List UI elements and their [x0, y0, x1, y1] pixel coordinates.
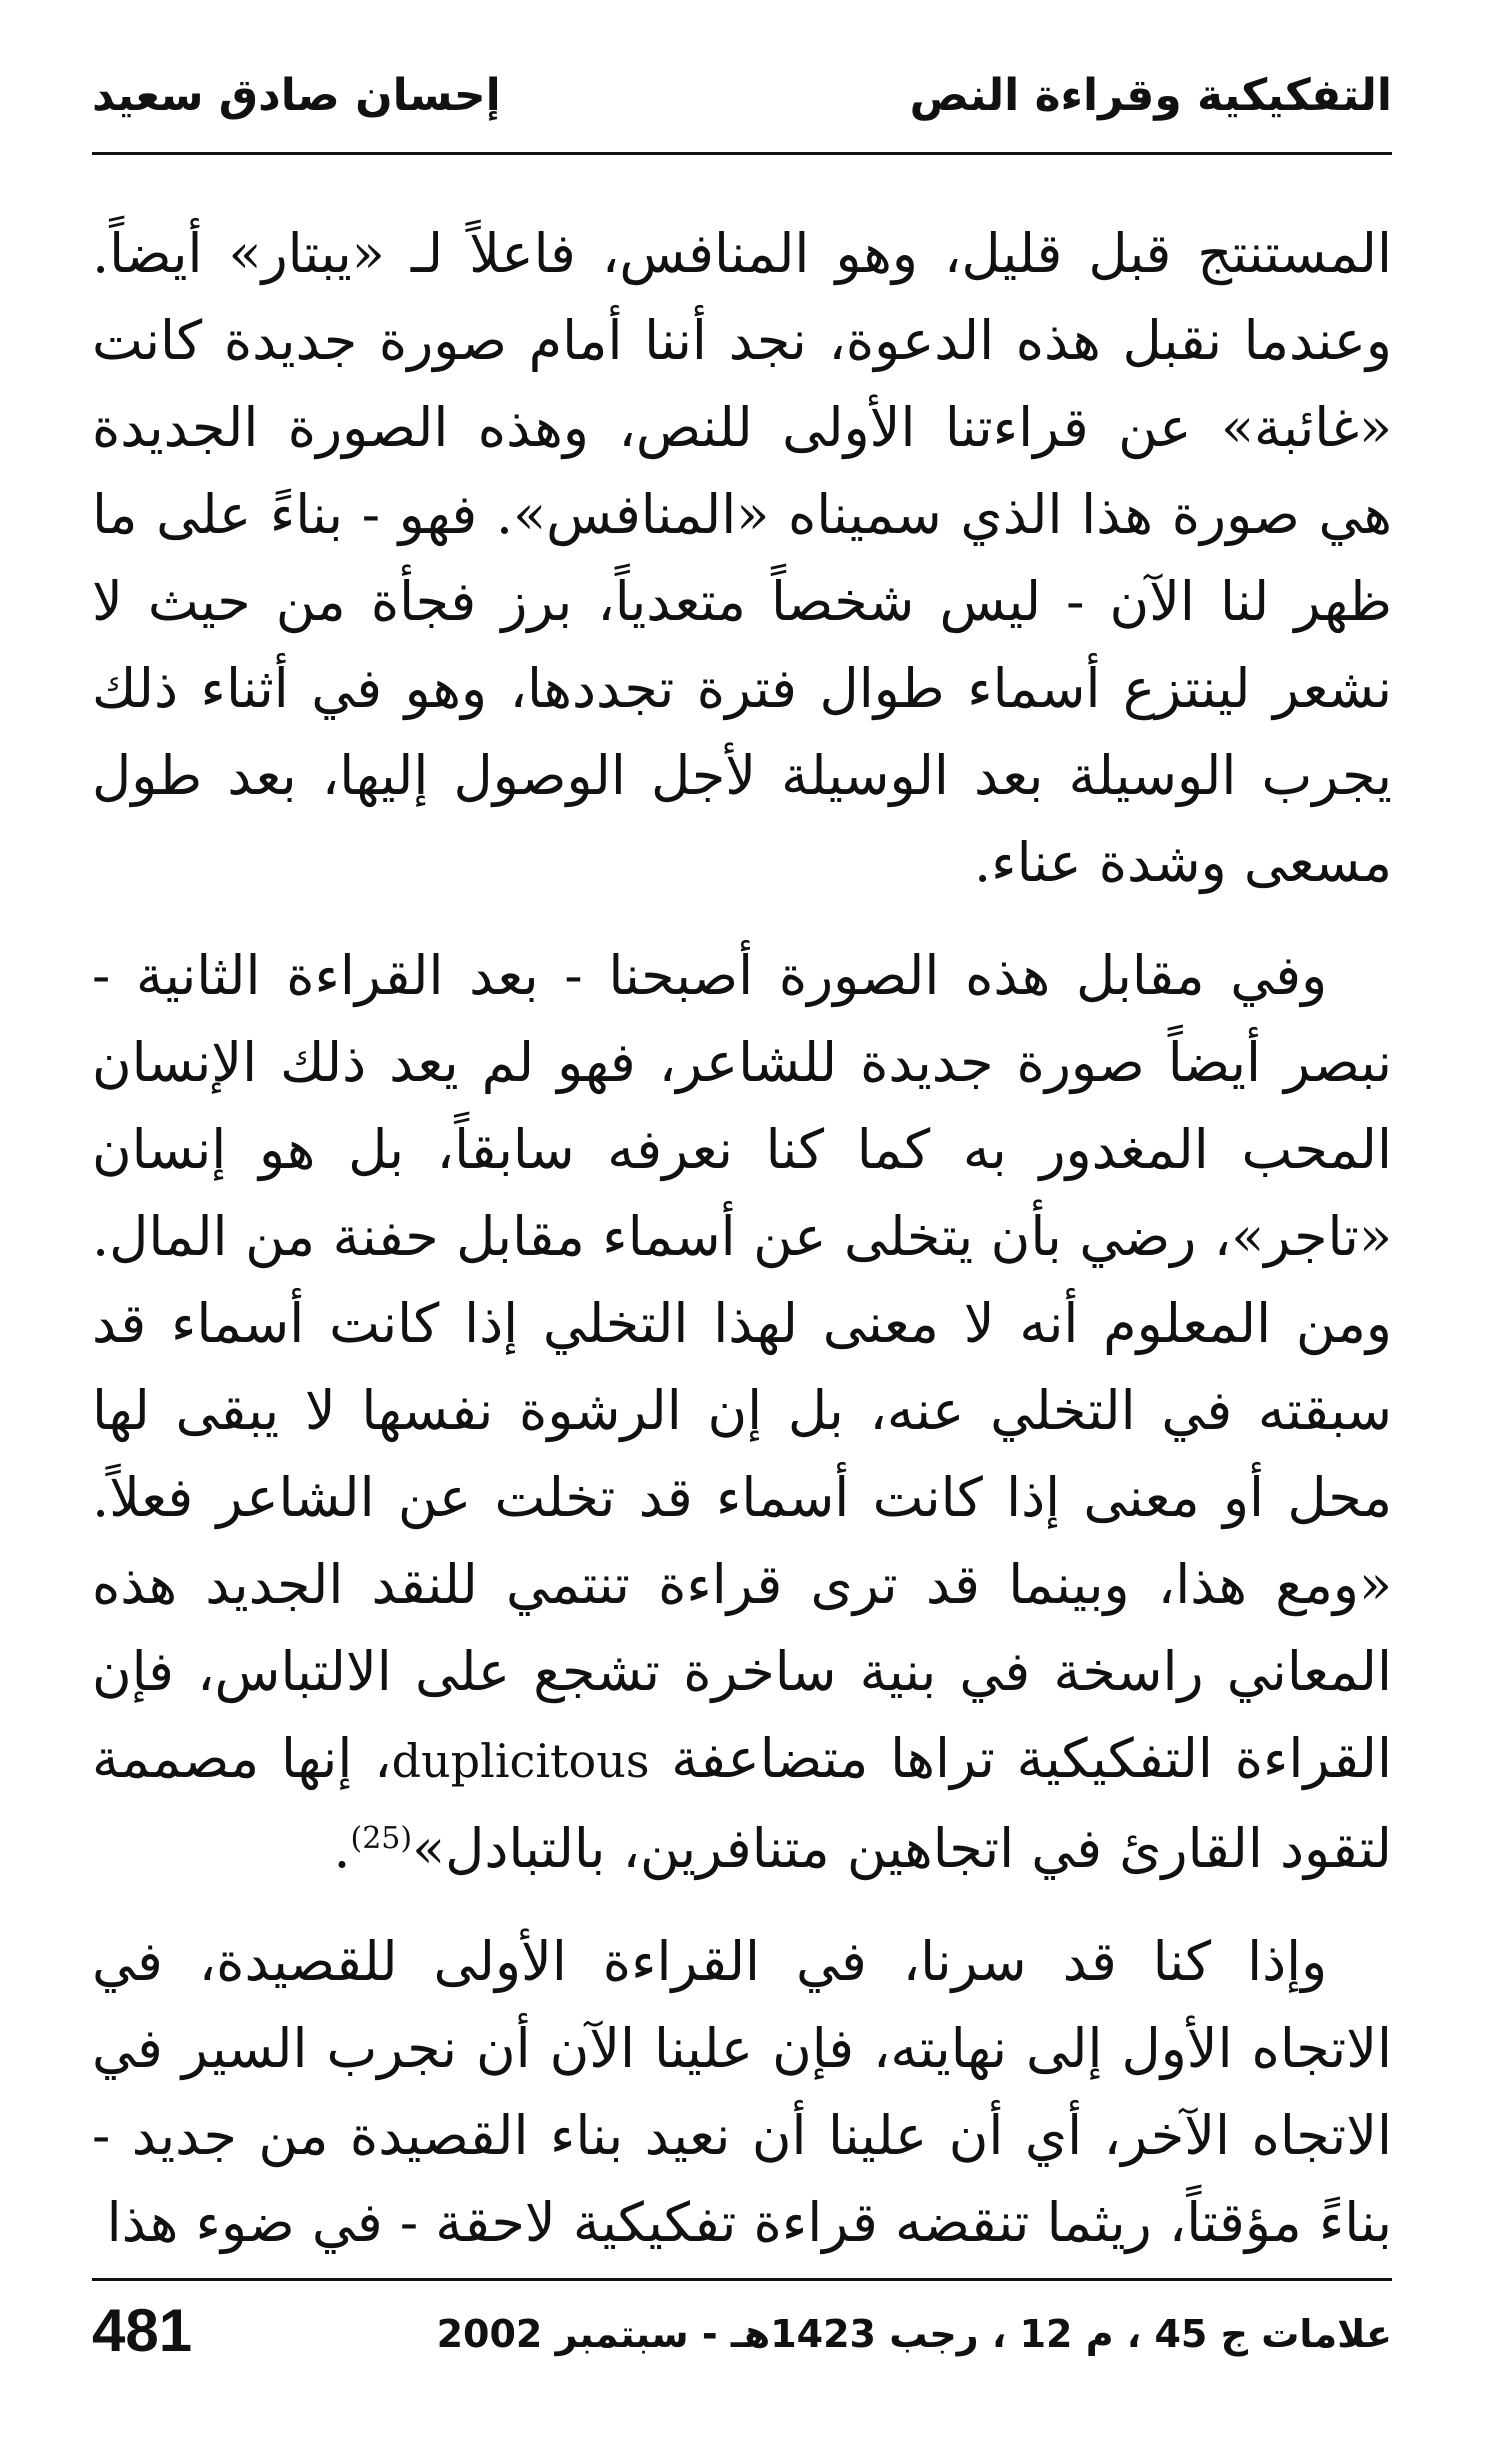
paragraph-3: وإذا كنا قد سرنا، في القراءة الأولى للقصيدة، في الاتجاه الأول إلى نهايته، فإن علينا الآن أن نجرب السير في الاتجاه الآخر، أي أن علينا أن نعيد بناء القصيدة من جديد - بناءً مؤقتاً، ريثما تنقضه قراءة تفكيكية لاحقة - في ضوء هذا: [92, 1930, 1392, 2254]
page-number: 481: [92, 2297, 193, 2364]
body-text: [92, 210, 1392, 2266]
document-page: [92, 60, 1392, 2400]
running-header: [92, 60, 1392, 160]
paragraph-1: المستنتج قبل قليل، وهو المنافس، فاعلاً لـ «يبتار» أيضاً. وعندما نقبل هذه الدعوة، نجد أننا أمام صورة جديدة كانت «غائبة» عن قراءتنا الأولى للنص، وهذه الصورة الجديدة هي صورة هذا الذي سميناه «المنافس». فهو - بناءً على ما ظهر لنا الآن - ليس شخصاً متعدياً، برز فجأة من حيث لا نشعر لينتزع أسماء طوال فترة تجددها، وهو في أثناء ذلك يجرب الوسيلة بعد الوسيلة لأجل الوصول إليها، بعد طول مسعى وشدة عناء.: [92, 222, 1392, 894]
header-title: التفكيكية وقراءة النص: [909, 70, 1392, 121]
running-footer: [92, 2296, 1392, 2386]
journal-citation: علامات ج 45 ، م 12 ، رجب 1423هـ - سبتمبر 2002: [436, 2312, 1392, 2356]
paragraph-2-end: .: [333, 1817, 351, 1880]
paragraph-2: [92, 932, 1392, 1892]
header-rule: [92, 152, 1392, 155]
footer-rule: [92, 2278, 1392, 2281]
paragraph-2-text: وفي مقابل هذه الصورة أصبحنا - بعد القراءة الثانية - نبصر أيضاً صورة جديدة للشاعر، فهو لم يعد ذلك الإنسان المحب المغدور به كما كنا نعرفه سابقاً، بل هو إنسان «تاجر»، رضي بأن يتخلى عن أسماء مقابل حفنة من المال. ومن المعلوم أنه لا معنى لهذا التخلي إذا كانت أسماء قد سبقته في التخلي عنه، بل إن الرشوة نفسها لا يبقى لها محل أو معنى إذا كانت أسماء قد تخلت عن الشاعر فعلاً. «ومع هذا، وبينما قد ترى قراءة تنتمي للنقد الجديد هذه المعاني راسخة في بنية ساخرة تشجع على الالتباس، فإن القراءة التفكيكية تراها متضاعفة: [92, 944, 1393, 1790]
footnote-reference: (25): [350, 1821, 413, 1856]
latin-term: duplicitous: [391, 1734, 650, 1788]
header-author: إحسان صادق سعيد: [92, 70, 501, 121]
paragraph-2-continuation: ، إنها مصممة لتقود القارئ في اتجاهين متنافرين، بالتبادل»: [92, 1727, 1392, 1880]
